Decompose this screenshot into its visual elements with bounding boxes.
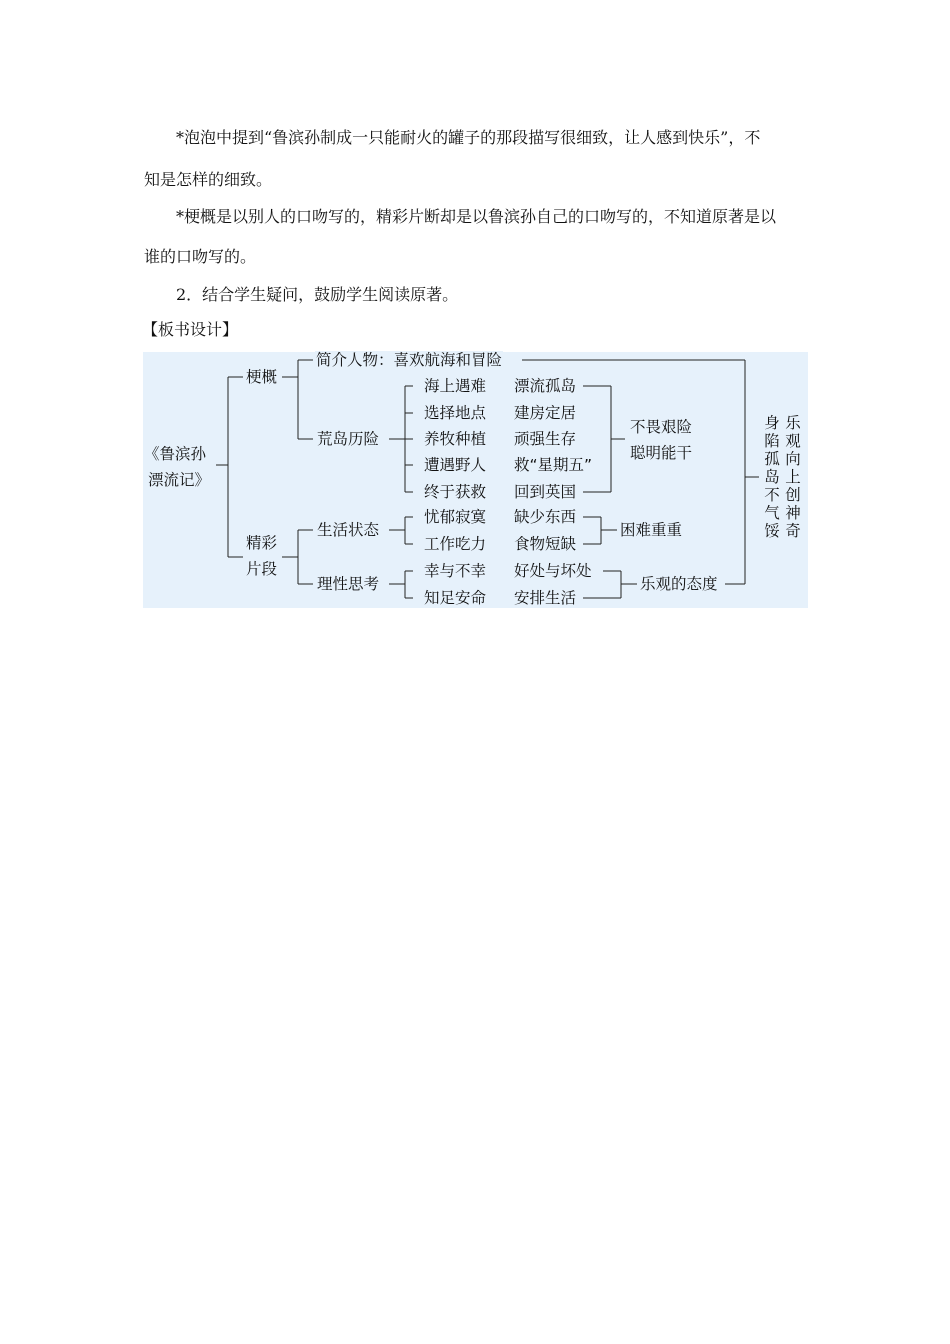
hd-item-1-a: 海上遇难 bbox=[424, 377, 487, 395]
paragraph-narration-question-line1: *梗概是以别人的口吻写的，精彩片断却是以鲁滨孙自己的口吻写的，不知道原著是以 bbox=[176, 207, 777, 226]
hd-item-4-a: 遭遇野人 bbox=[424, 456, 487, 474]
root-title-line2: 漂流记》 bbox=[148, 471, 211, 489]
hd-summary-2: 聪明能干 bbox=[630, 444, 693, 462]
paragraph-bubble-question-line2: 知是怎样的细致。 bbox=[144, 170, 273, 189]
sh-item-2-a: 工作吃力 bbox=[424, 535, 487, 553]
sh-item-1-b: 缺少东西 bbox=[514, 508, 577, 526]
lx-item-1-a: 幸与不幸 bbox=[424, 562, 487, 580]
hd-item-5-a: 终于获救 bbox=[424, 483, 487, 501]
hd-item-5-b: 回到英国 bbox=[514, 483, 577, 501]
node-huangdao: 荒岛历险 bbox=[317, 430, 380, 448]
lx-item-1-b: 好处与坏处 bbox=[514, 562, 592, 580]
node-shenghuo: 生活状态 bbox=[317, 521, 380, 539]
board-design-diagram bbox=[143, 352, 808, 608]
node-jingcai-line2: 片段 bbox=[246, 560, 278, 578]
paragraph-bubble-question-line1: *泡泡中提到“鲁滨孙制成一只能耐火的罐子的那段描写很细致，让人感到快乐”，不 bbox=[176, 128, 761, 147]
lx-item-2-b: 安排生活 bbox=[514, 589, 577, 607]
lx-summary: 乐观的态度 bbox=[640, 575, 718, 593]
hd-item-4-b: 救“星期五” bbox=[514, 456, 593, 474]
sh-item-2-b: 食物短缺 bbox=[514, 535, 577, 553]
node-jingcai-line1: 精彩 bbox=[246, 534, 278, 552]
right-column-1: 身陷孤岛不气馁 bbox=[762, 414, 782, 540]
hd-item-3-a: 养牧种植 bbox=[424, 430, 487, 448]
lx-item-2-a: 知足安命 bbox=[424, 589, 487, 607]
node-gaigai: 梗概 bbox=[246, 368, 278, 386]
sh-item-1-a: 忧郁寂寞 bbox=[424, 508, 487, 526]
hd-item-1-b: 漂流孤岛 bbox=[514, 377, 577, 395]
paragraph-narration-question-line2: 谁的口吻写的。 bbox=[144, 247, 257, 266]
root-title-line1: 《鲁滨孙 bbox=[144, 445, 207, 463]
node-lixing: 理性思考 bbox=[317, 575, 380, 593]
hd-summary-1: 不畏艰险 bbox=[630, 418, 693, 436]
node-intro: 简介人物：喜欢航海和冒险 bbox=[316, 351, 503, 369]
sh-summary: 困难重重 bbox=[620, 521, 683, 539]
right-column-2: 乐观向上创神奇 bbox=[783, 414, 803, 540]
paragraph-encourage-reading: 2．结合学生疑问，鼓励学生阅读原著。 bbox=[176, 285, 459, 304]
hd-item-2-b: 建房定居 bbox=[514, 404, 577, 422]
hd-item-2-a: 选择地点 bbox=[424, 404, 487, 422]
hd-item-3-b: 顽强生存 bbox=[514, 430, 577, 448]
section-title-board-design: 【板书设计】 bbox=[142, 320, 239, 339]
